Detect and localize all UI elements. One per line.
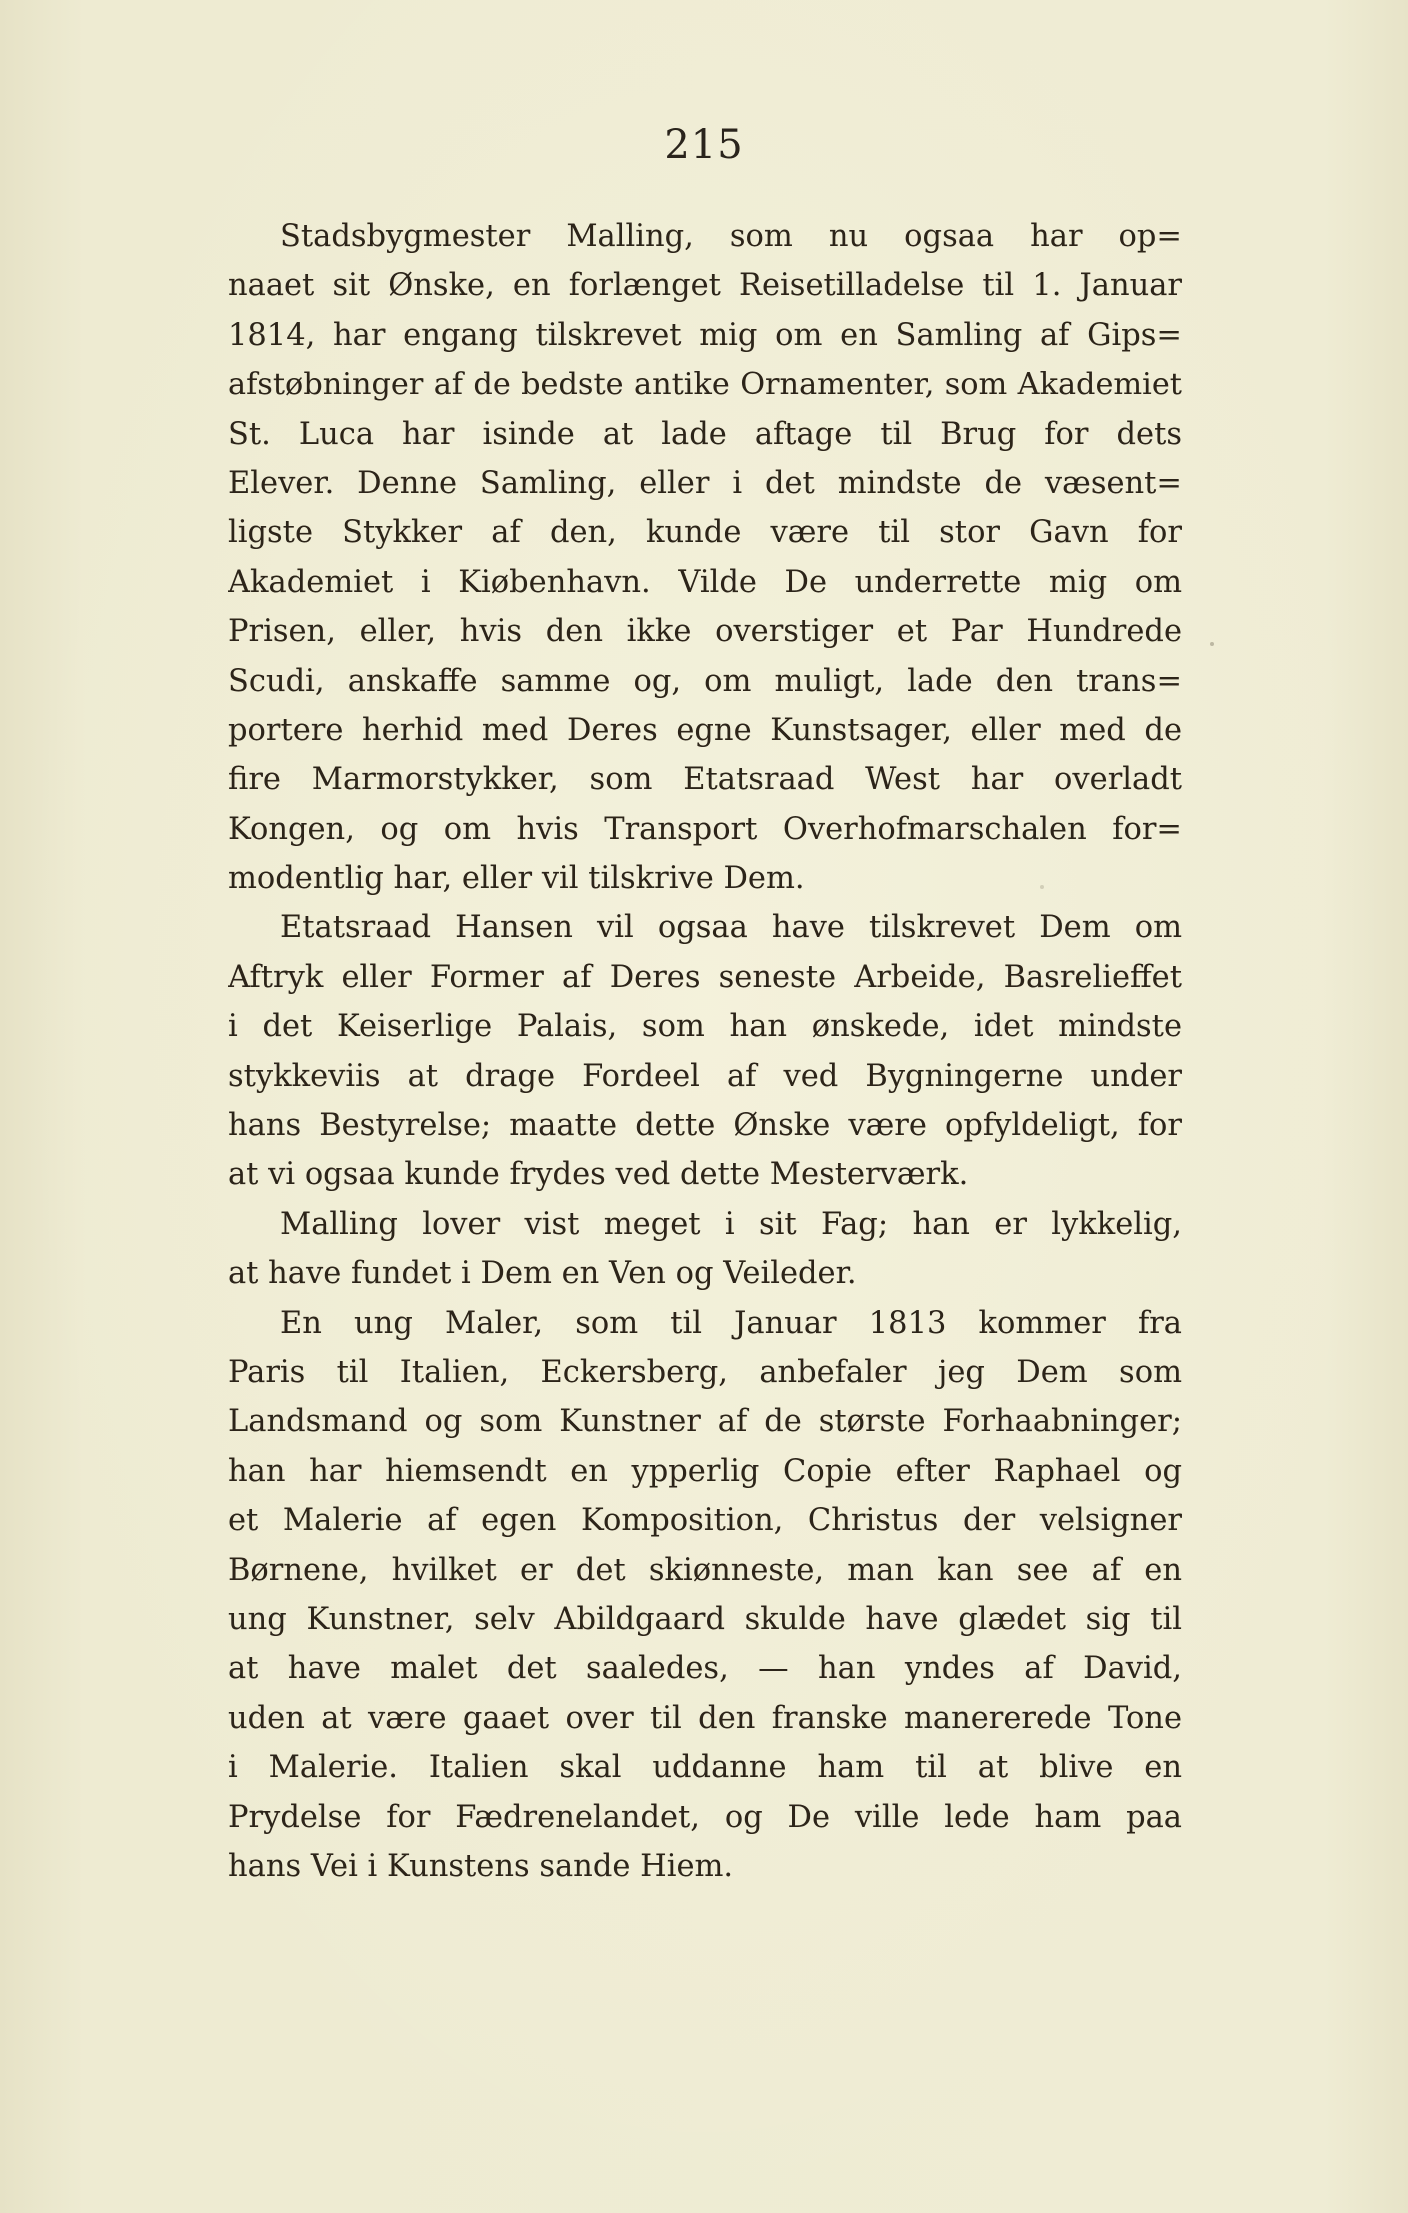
text-line: i det Keiserlige Palais, som han ønskede, idet mindste bbox=[228, 1009, 1182, 1045]
text-line: Scudi, anskaffe samme og, om muligt, lade den trans= bbox=[228, 663, 1182, 699]
text-line: Malling lover vist meget i sit Fag; han er lykkelig, bbox=[280, 1206, 1182, 1242]
text-line: naaet sit Ønske, en forlænget Reisetilladelse til 1. Januar bbox=[228, 268, 1182, 304]
text-line: at vi ogsaa kunde frydes ved dette Mesterværk. bbox=[228, 1157, 969, 1193]
paper-speck bbox=[1210, 642, 1214, 646]
text-line: Elever. Denne Samling, eller i det mindste de væsent= bbox=[228, 465, 1182, 501]
text-line: St. Luca har isinde at lade aftage til Brug for dets bbox=[228, 416, 1182, 452]
text-line: Prydelse for Fædrenelandet, og De ville lede ham paa bbox=[228, 1799, 1182, 1835]
text-line: han har hiemsendt en ypperlig Copie efter Raphael og bbox=[228, 1453, 1182, 1489]
text-line: modentlig har, eller vil tilskrive Dem. bbox=[228, 861, 805, 897]
text-line: hans Bestyrelse; maatte dette Ønske være opfyldeligt, for bbox=[228, 1108, 1182, 1144]
text-line: Etatsraad Hansen vil ogsaa have tilskrevet Dem om bbox=[280, 910, 1182, 946]
text-line: et Malerie af egen Komposition, Christus der velsigner bbox=[228, 1503, 1182, 1539]
text-line: Prisen, eller, hvis den ikke overstiger et Par Hundrede bbox=[228, 614, 1182, 650]
paper-speck bbox=[1040, 885, 1044, 889]
text-line: Akademiet i Kiøbenhavn. Vilde De underrette mig om bbox=[228, 564, 1182, 600]
text-line: Børnene, hvilket er det skiønneste, man kan see af en bbox=[228, 1552, 1182, 1588]
text-line: En ung Maler, som til Januar 1813 kommer fra bbox=[280, 1305, 1182, 1341]
text-line: ligste Stykker af den, kunde være til stor Gavn for bbox=[228, 515, 1182, 551]
text-line: Stadsbygmester Malling, som nu ogsaa har op= bbox=[280, 219, 1182, 254]
text-line: fire Marmorstykker, som Etatsraad West har overladt bbox=[228, 762, 1182, 798]
page-number: 215 bbox=[664, 122, 744, 168]
text-line: Landsmand og som Kunstner af de største Forhaabninger; bbox=[228, 1404, 1182, 1440]
text-line: uden at være gaaet over til den franske manererede Tone bbox=[228, 1700, 1182, 1736]
text-line: at have malet det saaledes, — han yndes af David, bbox=[228, 1651, 1182, 1687]
text-line: stykkeviis at drage Fordeel af ved Bygningerne under bbox=[228, 1058, 1182, 1094]
text-line: afstøbninger af de bedste antike Ornamenter, som Akademiet bbox=[228, 367, 1182, 403]
text-line: hans Vei i Kunstens sande Hiem. bbox=[228, 1848, 734, 1884]
body-text bbox=[228, 212, 1182, 1891]
text-line: Kongen, og om hvis Transport Overhofmarschalen for= bbox=[228, 811, 1182, 847]
text-line: Aftryk eller Former af Deres seneste Arbeide, Basrelieffet bbox=[228, 959, 1182, 995]
text-line: ung Kunstner, selv Abildgaard skulde have glædet sig til bbox=[228, 1601, 1182, 1637]
text-line: at have fundet i Dem en Ven og Veileder. bbox=[228, 1256, 857, 1292]
text-line: Paris til Italien, Eckersberg, anbefaler jeg Dem som bbox=[228, 1354, 1182, 1390]
text-line: 1814, har engang tilskrevet mig om en Samling af Gips= bbox=[228, 317, 1182, 353]
text-line: portere herhid med Deres egne Kunstsager, eller med de bbox=[228, 712, 1182, 748]
text-line: i Malerie. Italien skal uddanne ham til at blive en bbox=[228, 1750, 1182, 1786]
